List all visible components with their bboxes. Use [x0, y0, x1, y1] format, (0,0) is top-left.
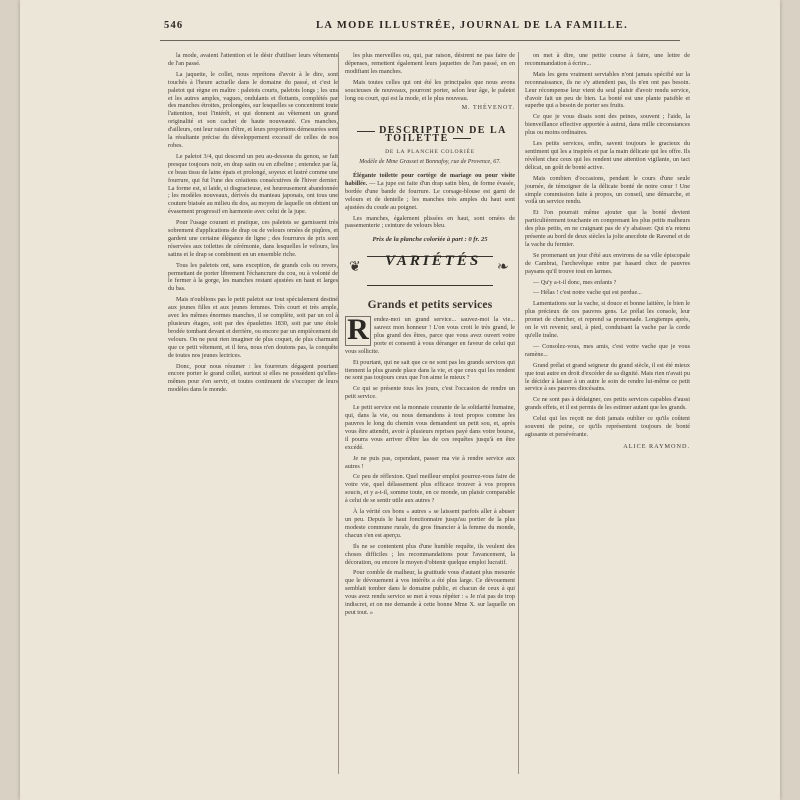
author-signature: ALICE RAYMOND. [623, 442, 690, 450]
plate-price: Prix de la planche coloriée à part : 0 fr. 25 [372, 236, 488, 244]
drop-cap: R [345, 316, 371, 346]
paragraph: Et l'on pourrait même ajouter que la bonté devient particulièrement touchante en comprenant les plus petits malheurs des plus petits, en ne craignant pas de s'y abaisser. Qui n'a retenu présente au bord de deux siècles la jolie anecdote de Ravenel et de la vache du fermier. [525, 209, 690, 248]
paragraph: Ce peu de réflexion. Quel meilleur emploi pourrez-vous faire de votre vie, quel délassement plus efficace trouver à vos propres soucis, et y a-t-il, somme toute, en ce monde, un plaisir comparable à celui de se sentir utile aux autres ? [345, 473, 515, 505]
column-right [525, 52, 690, 451]
swirl-ornament-icon: ❧ [497, 260, 509, 276]
model-credit: Modèle de Mme Grasset et Bonnafoy, rue de Provence, 67. [359, 159, 501, 166]
dialogue-line: — Qu'y a-t-il donc, mes enfants ? [533, 278, 617, 286]
description-title: DESCRIPTION DE LA TOILETTE [345, 127, 515, 143]
title-rule [357, 131, 375, 132]
paragraph: Le paletot 3/4, qui descend un peu au-dessous du genou, se fait presque toujours noir, en drap satin ou en zibeline ; entendez par là, ce beau tissu de laine épais et prolongé, soyeux et lustré comme une fourrure, qui fut l'une des créations consécutives de l'hiver dernier. La forme est, si laide, si disgracieuse, est heureusement abandonnée ; les modèles nouveaux, dérivés du manteau japonais, ont tous une couture biaisée au milieu du dos, au moyen de laquelle on obtient un évasement progressif en harmonie avec celui de la jupe. [168, 152, 338, 216]
paragraph: les plus merveilles ou, qui, par raison, désirent ne pas faire de dépenses, remettent également leurs jaquettes de l'an passé, en en modifiant les manches. [345, 52, 515, 75]
dialogue-line: — Hélas ! c'est notre vache qui est perdue... [533, 289, 642, 297]
paragraph: Je ne puis pas, cependant, passer ma vie à rendre service aux autres ! [345, 454, 515, 470]
header-rule [160, 40, 680, 41]
paragraph: Ce que je vous disais sont des peines, souvent ; l'aide, la bienveillance effective apportée à autrui, dans mille circonstances plus ou moins ordinaires. [525, 113, 690, 137]
paragraph: Les petits services, enfin, savent toujours le gracieux du sentiment qui les a inspirés et par la main délicate qui les offre. Ils révèlent chez ceux qui les rendent une attention vigilante, un tact délicat, un goût de bonté active. [525, 140, 690, 171]
title-rule [453, 138, 471, 139]
paragraph: Et pourtant, qui ne sait que ce ne sont pas les grands services qui tiennent la plus grande place dans la vie, et que ceux qui les rendent ne sont pas toujours ceux que l'on aime le mieux ? [345, 358, 515, 382]
paragraph: Le petit service est la monnaie courante de la solidarité humaine, qui, dans la vie, ou nous demandons à tout propos comme les pauvres le long du chemin vous demandent un petit sou, et, après vous être attendri, avoir à plusieurs reprises payé dans votre bourse, il pourra vous arriver d'être las de ces requêtes jusqu'à en être excédé. [345, 404, 515, 451]
paragraph: on met à dire, une petite course à faire, une lettre de recommandation à écrire... [525, 52, 690, 67]
paragraph: À la vérité ces bons « autres » se laissent parfois aller à abuser un peu. Depuis le haut fonctionnaire jusqu'au portier de la plus modeste commune rurale, du gros financier à la femme du monde, chacun s'en est aperçu. [345, 508, 515, 539]
paragraph: endez-moi un grand service... sauvez-moi la vie... sauvez mon honneur ! L'on vous croit le très grand, le plus grand des êtres, parce que vous avez ouvert votre porte et consenti à vous déranger en faveur de celui qui vous sollicite. [345, 316, 515, 355]
page-header [20, 18, 780, 34]
newspaper-page [20, 0, 780, 800]
paragraph: Se promenant un jour d'été aux environs de sa ville épiscopale de Cambrai, l'archevêque entre par hasard chez de pauvres paysans qu'il trouve tout en larmes. [525, 251, 690, 275]
paragraph: La jaquette, le collet, nous reprétons d'avoir à le dire, sont touchés à l'heure actuelle dans le domaine du passé, et c'est le paletot qui règne en maître : paletots courts, paletots longs ; les uns et les autres amples, vagues, ondulants et flottants, complétés par des manches étroites, prolongées, sur lesquelles se concentrent toute l'attention, tout l'intérêt, et qui donnent au vêtement un grand originalité et son cachet de haute nouveauté. Ces manches, d'ailleurs, ont leur raison d'être, et leurs proportions démesurées sont la résultante précise du développement excessif de celles de nos robes. [168, 70, 338, 149]
paragraph: Ce ne sont pas à dédaigner, ces petits services capables d'aussi grands effets, et il est permis de les estimer autant que les grands. [525, 396, 690, 412]
column-divider [338, 52, 339, 774]
article-title: Grands et petits services [367, 299, 493, 312]
fashion-signature: M. THÉVENOT. [461, 105, 515, 112]
article-opening [345, 313, 515, 356]
page-number: 546 [164, 20, 184, 31]
paragraph: Grand prélat et grand seigneur du grand siècle, il est été mieux que tout autre en droit d'excéder de sa dignité. Mais rien n'avait pu le décider à laisser à un autre le soin de rendre lui-même ce petit service à ses pauvres diocésains. [525, 361, 690, 393]
paragraph: Donc, pour nous résumer : les fourreurs dégagent pourtant encore porter le grand collet, surtout si elles ne possèdent qu'elles-mêmes pour s'en servir, et toutes continuent de s'occuper de leurs modèles dans le monde. [168, 362, 338, 394]
paragraph: Pour l'usage courant et pratique, ces paletots se garnissent très sobrement d'applications de drap ou de velours ornées de piqûres, et gardent une certaine élégance de ligne ; des fourrures de prix sont réservées aux toilettes de cérémonie, dans lesquelles le velours, les satins et le drap se combinent en un ensemble riche. [168, 219, 338, 258]
varietes-ornament [345, 248, 515, 296]
paragraph: la mode, avaient l'attention et le désir d'utiliser leurs vêtements de l'an passé. [168, 52, 338, 67]
description-subtitle: DE LA PLANCHE COLORIÉE [385, 149, 475, 156]
paragraph: Celui qui les reçoit ne doit jamais oublier ce qu'ils coûtent souvent de peine, ce qu'ils représentent toujours de bonté agissante et persévérante. [525, 415, 690, 438]
description-body: Les manches, également plissées en haut, sont ornées de passementerie ; ceinture de velours bleu. [345, 214, 515, 230]
varietes-heading: VARIÉTÉS [385, 253, 482, 270]
paragraph: Mais les gens vraiment serviables n'ont jamais spécifié sur la reconnaissance, ils ne s'y attendent pas, ils n'en ont pas besoin. Leur récompense leur vient du seul plaisir d'avoir rendu service, d'avoir fait un peu de bien. La bonté est une plante paisible et superbe qui a besoin de porter ses fruits. [525, 70, 690, 110]
description-body: Élégante toilette pour cortège de mariage ou pour visite habillée. — La jupe est faite d'un drap satin bleu, de forme évasée, bordée d'une bande de fourrure. Le corsage-blouse est garni de velours et de dentelle ; les manches très amples du haut sont ajustées du coude au poignet. [345, 171, 516, 211]
paragraph: Tous les paletots ont, sans exception, de grands cols ou revers, permettant de porter librement l'échancrure du cou, ou à volonté de le fermer à la gorge, les manches restant ajustées en haut et larges du bas. [168, 261, 338, 293]
paragraph: Mais toutes celles qui ont été les principales que nous avons soucieuses de nouveaux, pourront porter, selon leur âge, le paletot long ou court, qui est la mode, et le plus nouveau. [345, 78, 515, 102]
paragraph: Mais n'oublions pas le petit paletot sur tout spécialement destiné aux jeunes filles et aux jeunes femmes. Très court et très ample, avec les mêmes énormes manches, il se complète, soit par un col à plusieurs étages, soit par des épaulettes 1830, soit par une étole brodée tombant devant et derrière, ou encore par un empiècement de velours. On ne peut rien imaginer de plus coquet, de plus charmant que ce petit vêtement, et il fera, nous n'en doutons pas, la conquête de toutes nos jeunes lectrices. [168, 296, 338, 359]
dialogue-line: — Consolez-vous, mes amis, c'est votre vache que je vous ramène... [525, 342, 690, 358]
paragraph: Ils ne se contentent plus d'une humble requête, ils veulent des choses difficiles ; les recommandations pour l'avancement, la décoration, ou encore le moyen d'obtenir quelque emploi lucratif. [345, 542, 515, 566]
paragraph: Ce qui se présente tous les jours, c'est l'occasion de rendre un petit service. [345, 385, 515, 401]
paragraph: Mais combien d'occasions, pendant le cours d'une seule journée, de témoigner de la délicate bonté de notre cœur ! Une simple commission faite à propos, un conseil, une démarche, et voilà un service rendu. [525, 174, 690, 206]
column-left [168, 52, 338, 397]
paragraph: Lamentations sur la vache, si douce et bonne laitière, le bien le plus précieux de ces pauvres gens. Le prélat les console, leur promet de chercher, et reprend sa promenade. Longtemps après, on le vit revenir, seul, à pied, conduisant la vache par la corde qu'elle traîne. [525, 300, 690, 339]
column-middle [345, 52, 515, 620]
paragraph: Pour comble de malheur, la gratitude vous d'autant plus mesurée que le dévouement à vos intérêts a été plus large. Ce dévouement semblait tomber dans le domaine public, et chacun de ceux à qui vous avez rendu service se met à vous répéter : « Je n'ai pas de trop indiscret, et on me demande à cette bonne Mme X. sur laquelle on peut tout. » [345, 569, 515, 616]
journal-title: LA MODE ILLUSTRÉE, JOURNAL DE LA FAMILLE. [316, 20, 629, 31]
swirl-ornament-icon: ❦ [349, 260, 361, 276]
column-divider [518, 52, 519, 774]
